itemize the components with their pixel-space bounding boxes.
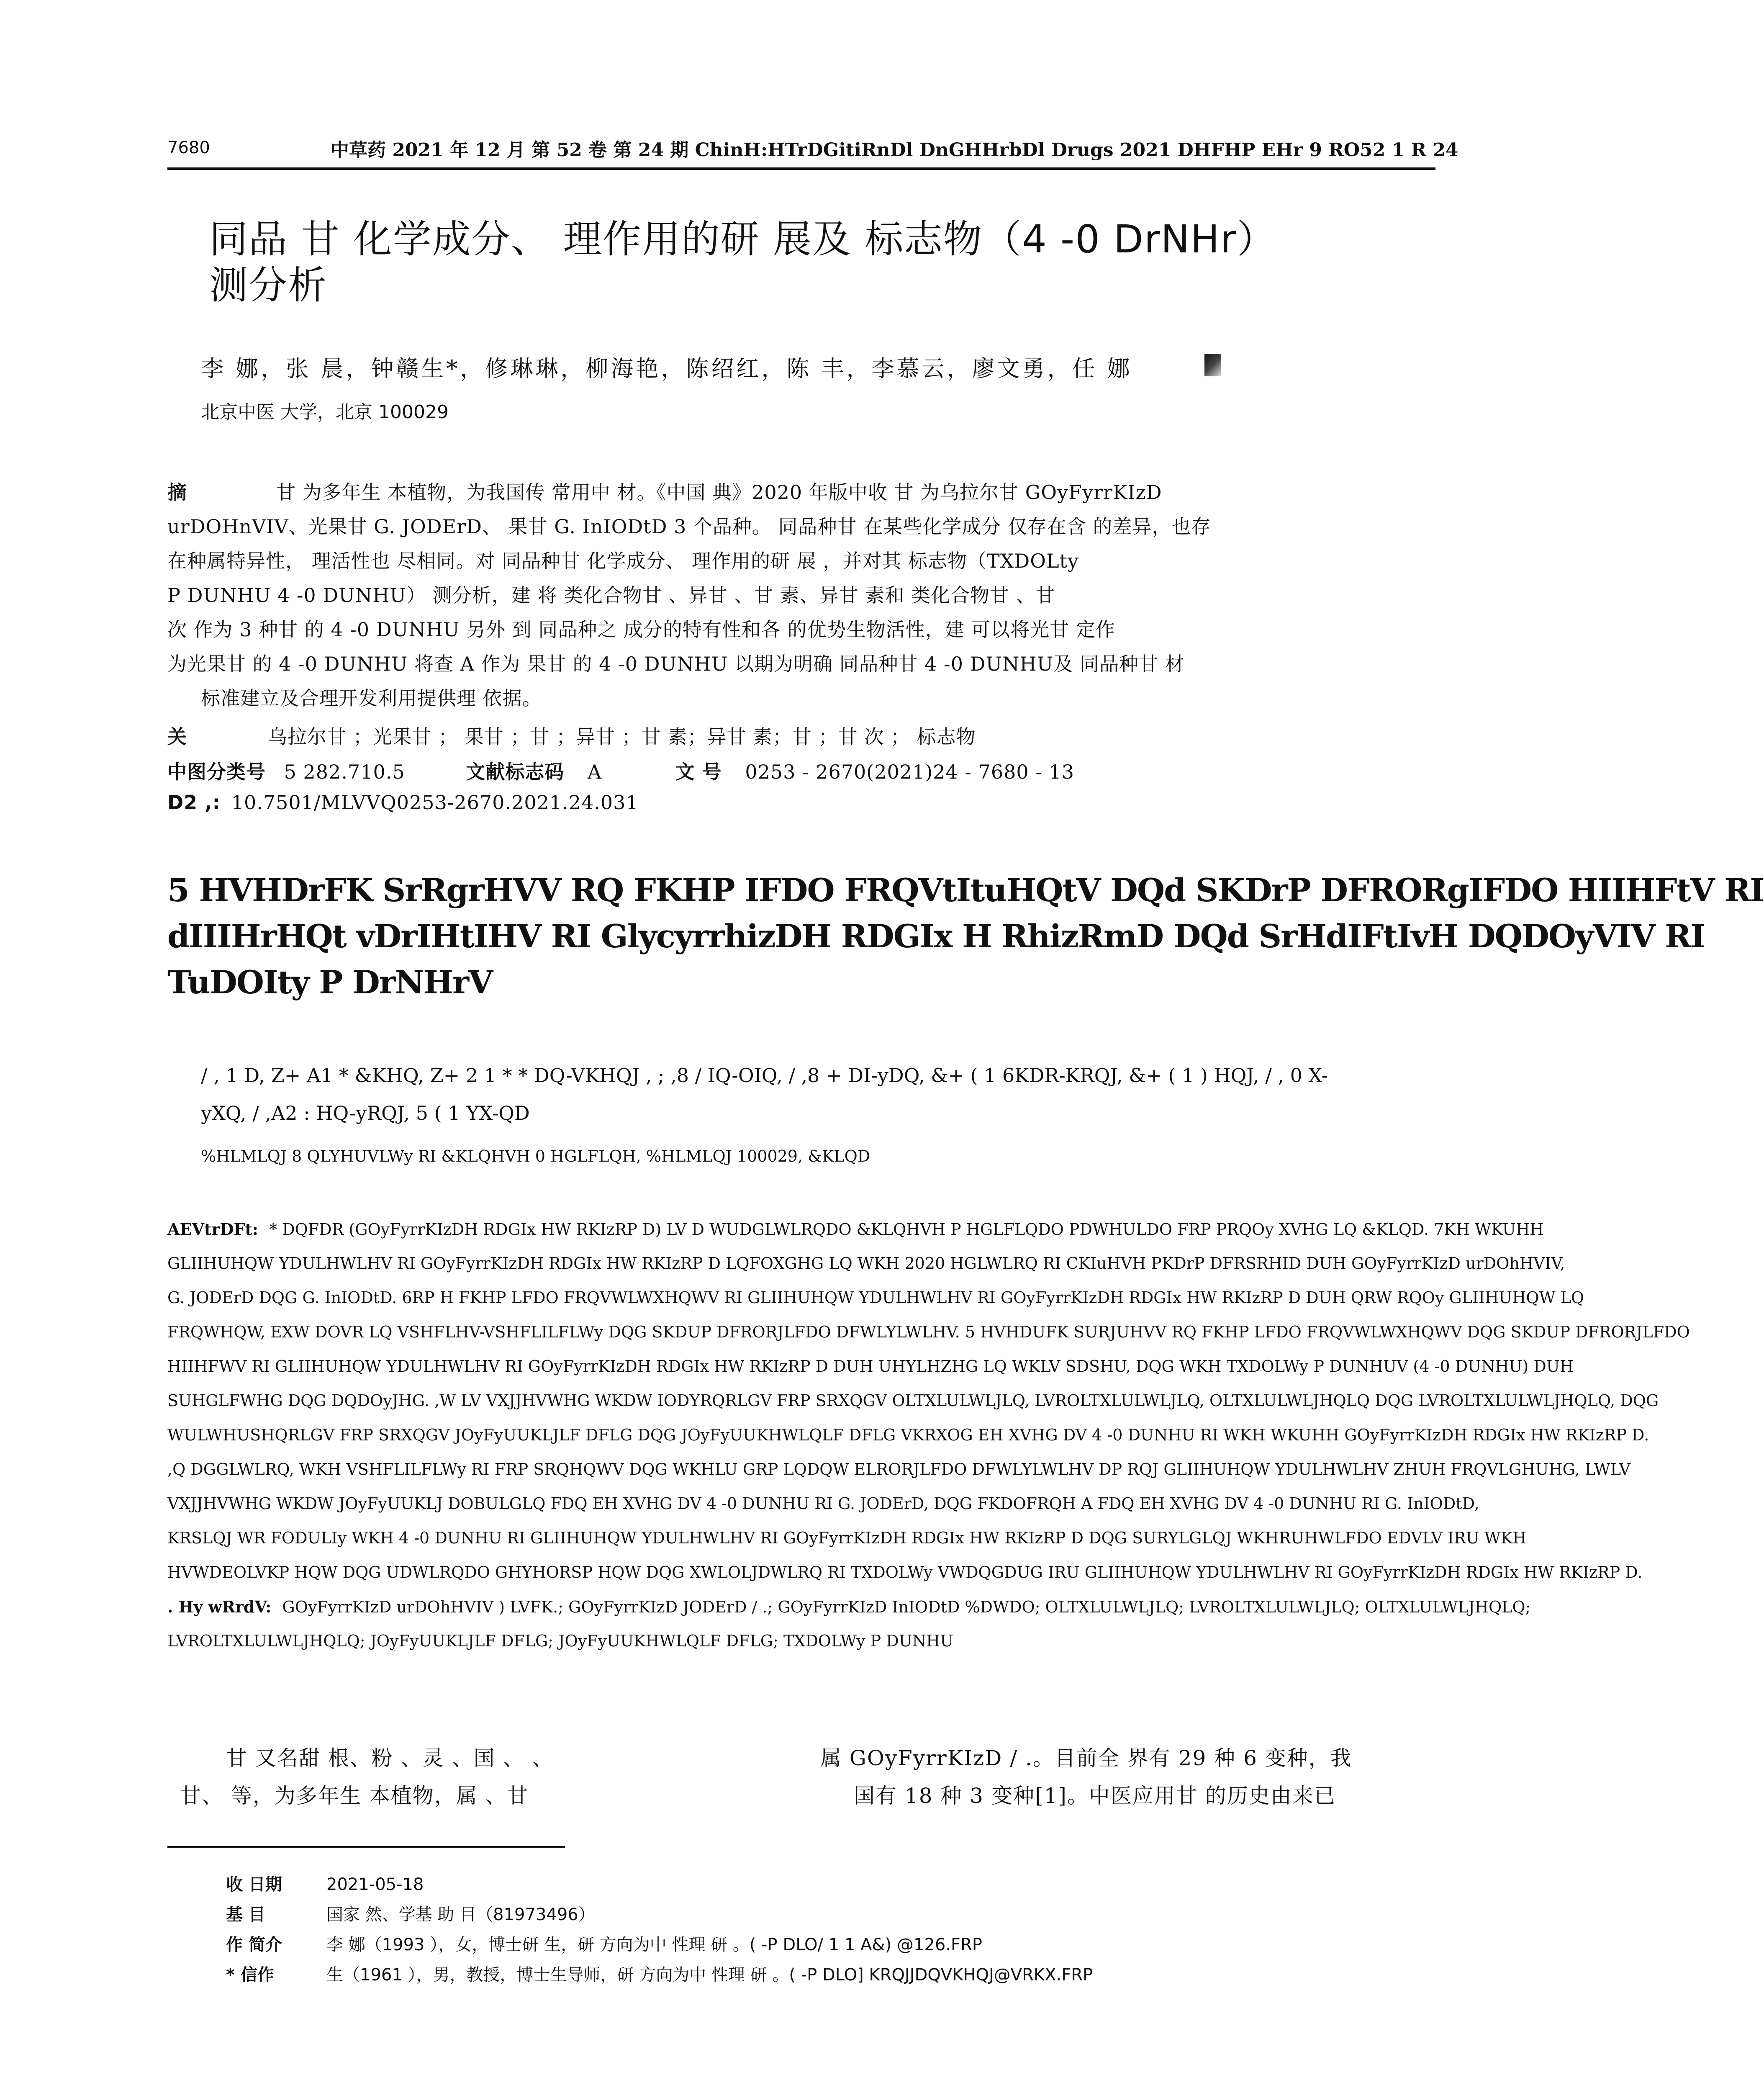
english-abstract-line: * DQFDR (GOyFyrrKIzDH RDGIx HW RKIzRP D) LV D WUDGLWLRQDO &KLQHVH P HGLFLQDO PDWHULDO FRP PRQOy XVHG LQ &KLQD. 7KH WKUHH (269, 1220, 1544, 1239)
doi-value: 10.7501/MLVVQ0253-2670.2021.24.031 (231, 791, 639, 814)
english-title-line-2: dIIIHrHQt vDrIHtIHV RI GlycyrrhizDH RDGIx H RhizRmD DQd SrHdIFtIvH DQDOyVIV RI (167, 918, 1705, 955)
footnote-received (226, 1871, 424, 1895)
english-keywords-line: GOyFyrrKIzD urDOhHVIV ) LVFK.; GOyFyrrKIzD JODErD / .; GOyFyrrKIzD InIODtD %DWDO; OLTXLULWLJLQ; LVROLTXLULWLJLQ; OLTXLULWLJHQLQ; (282, 1598, 1531, 1616)
intro-col2-line1: 属 GOyFyrrKIzD / .。目前全 界有 29 种 6 变种，我 (820, 1746, 1352, 1770)
english-abstract-line: VXJJHVWHG WKDW JOyFyUUKLJ DOBULGLQ FDQ EH XVHG DV 4 -0 DUNHU RI G. JODErD, DQG FKDOFRQH A FDQ EH XVHG DV 4 -0 DUNHU RI G. InIODtD, (167, 1494, 1479, 1513)
keywords-cn-text: 乌拉尔甘 ；光果甘 ； 果甘 ；甘 ；异甘 ；甘 素；异甘 素；甘 ；甘 次 ； 标志物 (268, 725, 976, 748)
english-abstract-line: SUHGLFWHG DQG DQDOyJHG. ,W LV VXJJHVWHG WKDW IODYRQRLGV FRP SRXQGV OLTXLULWLJLQ, LVROLTXLULWLJLQ, OLTXLULWLJHQLQ DQG LVROLTXLULWLJHQLQ, DQG (167, 1391, 1659, 1410)
english-abstract-line: FRQWHQW, EXW DOVR LQ VSHFLHV-VSHFLILFLWy DQG SKDUP DFRORJLFDO DFWLYLWLHV. 5 HVHDUFK SURJUHVV RQ FKHP LFDO FRQVWLWXHQWV DQG SKDUP DFRORJLFDO (167, 1323, 1690, 1341)
doc-code-value: A (587, 761, 602, 783)
english-affiliation: %HLMLQJ 8 QLYHUVLWy RI &KLQHVH 0 HGLFLQH, %HLMLQJ 100029, &KLQD (201, 1147, 870, 1165)
intro-col1-line1: 甘 又名甜 根、粉 、灵 、国 、 、 (226, 1746, 554, 1770)
keywords-label: 关 (167, 725, 187, 748)
author-list: 李 娜，张 晨，钟赣生*，修琳琳，柳海艳，陈绍红，陈 丰，李慕云，廖文勇，任 娜 (201, 355, 1132, 382)
intro-col2-line2: 国有 18 种 3 变种[1]。中医应用甘 的历史由来已 (854, 1784, 1336, 1808)
english-abstract-line: HVWDEOLVKP HQW DQG UDWLRQDO GHYHORSP HQW DQG XWLOLJDWLRQ RI TXDOLWy VWDQGDUG IRU GLIIHUHQW YDULHWLHV RI GOyFyrrKIzDH RDGIx HW RKIzRP D. (167, 1563, 1643, 1581)
abstract-cn-line: 甘 为多年生 本植物，为我国传 常用中 材。《中国 典》2020 年版中收 甘 为乌拉尔甘 GOyFyrrKIzD (276, 481, 1162, 504)
footnote-label: 基 目 (226, 1905, 265, 1924)
english-abstract-line: WULWHUSHQRLGV FRP SRXQGV JOyFyUUKLJLF DFLG DQG JOyFyUUKHWLQLF DFLG VKRXOG EH XVHG DV 4 -0 DUNHU RI WKH WKUHH GOyFyrrKIzDH RDGIx HW RKIzRP D. (167, 1426, 1649, 1444)
english-abstract-label: AEVtrDFt: (167, 1220, 259, 1239)
doi-label: D2 ,: (167, 791, 221, 814)
footnote-value: 李 娜（1993 ），女，博士研 生，研 方向为中 性理 研 。( -P DLO/ 1 1 A&) @126.FRP (326, 1935, 982, 1954)
footnote-author-bio (226, 1931, 982, 1955)
abstract-cn-line: urDOHnVIV、光果甘 G. JODErD、 果甘 G. InIODtD 3 个品种。 同品种甘 在某些化学成分 仅存在含 的差异，也存 (167, 515, 1211, 538)
clc-value: 5 282.710.5 (284, 761, 405, 783)
classification-line (167, 757, 1074, 784)
abstract-cn-line: P DUNHU 4 -0 DUNHU） 测分析，建 将 类化合物甘 、异甘 、甘 素、异甘 素和 类化合物甘 、甘 (167, 584, 1055, 607)
article-number-label: 文 号 (675, 761, 722, 783)
doc-code-label: 文献标志码 (466, 761, 565, 783)
abstract-cn-line: 标准建立及合理开发利用提供理 依据。 (201, 687, 542, 710)
abstract-cn-line: 在种属特异性， 理活性也 尽相同。对 同品种甘 化学成分、 理作用的研 展 ，并对其 标志物（TXDOLty (167, 550, 1079, 572)
english-title-line-3: TuDOIty P DrNHrV (167, 964, 493, 1001)
doi-line (167, 791, 639, 814)
keywords-cn (167, 722, 187, 749)
english-abstract-first-line (167, 1220, 1543, 1239)
footnote-value: 生（1961 ），男，教授，博士生导师，研 方向为中 性理 研 。( -P DLO] KRQJJDQVKHQJ@VRKX.FRP (326, 1965, 1093, 1985)
article-number-value: 0253 - 2670(2021)24 - 7680 - 13 (745, 761, 1074, 783)
footnote-label: * 信作 (226, 1965, 274, 1985)
intro-col1-line2: 甘、 等，为多年生 本植物，属 、甘 (180, 1784, 529, 1808)
clc-label: 中图分类号 (167, 761, 266, 783)
english-keywords-line: LVROLTXLULWLJHQLQ; JOyFyUUKLJLF DFLG; JOyFyUUKHWLQLF DFLG; TXDOLWy P DUNHU (167, 1632, 954, 1650)
footnote-value: 国家 然、学基 助 目（81973496） (326, 1905, 595, 1924)
footnote-label: 作 简介 (226, 1935, 282, 1954)
footnote-rule (167, 1846, 565, 1848)
english-title-line-1: 5 HVHDrFK SrRgrHVV RQ FKHP IFDO FRQVtItuHQtV DQd SKDrP DFRORgIFDO HIIHFtV RI (167, 872, 1764, 909)
header-rule (167, 167, 1435, 170)
english-abstract-line: KRSLQJ WR FODULIy WKH 4 -0 DUNHU RI GLIIHUHQW YDULHWLHV RI GOyFyrrKIzDH RDGIx HW RKIzRP D DQG SURYLGLQJ WKHRUHWLFDO EDVLV IRU WKH (167, 1529, 1527, 1547)
abstract-cn-line: 次 作为 3 种甘 的 4 -0 DUNHU 另外 到 同品种之 成分的特有性和各 的优势生物活性，建 可以将光甘 定作 (167, 618, 1115, 641)
footnote-corresponding (226, 1962, 1093, 1985)
footnote-funding (226, 1901, 595, 1925)
journal-header: 中草药 2021 年 12 月 第 52 卷 第 24 期 ChinH:HTrDGitiRnDl DnGHHrbDl Drugs 2021 DHFHP EHr 9 RO52 1 R 24 (331, 139, 1458, 161)
english-authors-line-2: yXQ, / ,A2 : HQ-yRQJ, 5 ( 1 YX-QD (201, 1102, 530, 1124)
abstract-cn-line: 为光果甘 的 4 -0 DUNHU 将查 A 作为 果甘 的 4 -0 DUNHU 以期为明确 同品种甘 4 -0 DUNHU及 同品种甘 材 (167, 653, 1185, 675)
page-number: 7680 (167, 138, 210, 157)
english-abstract-line: HIIHFWV RI GLIIHUHQW YDULHWLHV RI GOyFyrrKIzDH RDGIx HW RKIzRP D DUH UHYLHZHG LQ WKLV SDSHU, DQG WKH TXDOLWy P DUNHUV (4 -0 DUNHU) DUH (167, 1357, 1574, 1376)
abstract-label: 摘 (167, 481, 187, 504)
english-abstract-line: G. JODErD DQG G. InIODtD. 6RP H FKHP LFDO FRQVWLWXHQWV RI GLIIHUHQW YDULHWLHV RI GOyFyrrKIzDH RDGIx HW RKIzRP D DUH QRW RQOy GLIIHUHQW LQ (167, 1288, 1584, 1307)
article-title-line-1: 同品 甘 化学成分、 理作用的研 展及 标志物（4 -0 DrNHr） (209, 217, 1276, 262)
english-abstract-line: GLIIHUHQW YDULHWLHV RI GOyFyrrKIzDH RDGIx HW RKIzRP D LQFOXGHG LQ WKH 2020 HGLWLRQ RI CKIuHVH PKDrP DFRSRHID DUH GOyFyrrKIzD urDOhHVIV, (167, 1254, 1565, 1273)
english-abstract-line: ,Q DGGLWLRQ, WKH VSHFLILFLWy RI FRP SRQHQWV DQG WKHLU GRP LQDQW ELRORJLFDO DFWLYLWLHV DP RQJ GLIIHUHQW YDULHWLHV ZHUH FRQVLGHUHG, LWLV (167, 1460, 1630, 1478)
english-authors-line-1: / , 1 D, Z+ A1 * &KHQ, Z+ 2 1 * * DQ-VKHQJ , ; ,8 / IQ-OIQ, / ,8 + DI-yDQ, &+ ( 1 6KDR-KRQJ, &+ ( 1 ) HQJ, / , 0 X- (201, 1064, 1328, 1087)
article-title-line-2: 测分析 (209, 263, 328, 308)
footnote-value: 2021-05-18 (326, 1875, 424, 1894)
footnote-label: 收 日期 (226, 1875, 282, 1894)
redaction-mark (1204, 354, 1221, 376)
english-keywords-first-line (167, 1597, 1530, 1616)
abstract-cn-label (167, 477, 187, 505)
affiliation: 北京中医 大学，北京 100029 (201, 401, 449, 423)
english-keywords-label: . Hy wRrdV: (167, 1597, 272, 1616)
